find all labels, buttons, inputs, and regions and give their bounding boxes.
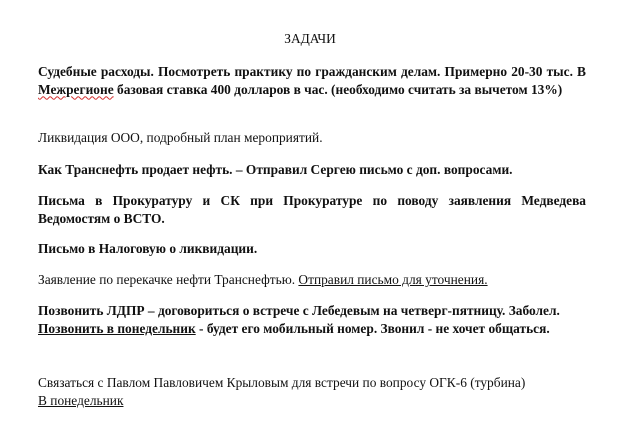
task-court-costs-text-1: Судебные расходы. Посмотреть практику по гражданским делам. Примерно 20-30 тыс. В bbox=[38, 64, 586, 79]
task-liquidation-plan: Ликвидация ООО, подробный план мероприятий. bbox=[38, 130, 323, 145]
mezhregion-word: Межрегионе bbox=[38, 81, 114, 97]
task-prosecutor-letters: Письма в Прокуратуру и СК при Прокуратуре по поводу заявления Медведева Ведомостям о ВСТО. bbox=[38, 193, 586, 226]
task-pumping-statement bbox=[38, 271, 586, 289]
task-ldpr-followup bbox=[38, 320, 586, 338]
task-pumping-text: Заявление по перекачке нефти Транснефтью. bbox=[38, 272, 299, 287]
task-pumping-note: Отправил письмо для уточнения. bbox=[298, 272, 488, 287]
task-krylov-date: В понедельник bbox=[38, 392, 124, 408]
task-krylov-meeting bbox=[38, 374, 586, 409]
task-ldpr-text: Позвонить ЛДПР – договориться о встрече с Лебедевым на четверг-пятницу. Заболел. bbox=[38, 303, 560, 318]
task-krylov-text: Связаться с Павлом Павловичем Крыловым для встречи по вопросу ОГК-6 (турбина) bbox=[38, 375, 526, 390]
document-title: ЗАДАЧИ bbox=[284, 31, 336, 46]
task-ldpr-call bbox=[38, 302, 586, 337]
task-court-costs-text-2: базовая ставка 400 долларов в час. (необходимо считать за вычетом 13%) bbox=[113, 81, 563, 97]
call-monday-link: Позвонить в понедельник bbox=[38, 320, 196, 336]
task-court-costs bbox=[38, 63, 586, 98]
task-transneft-oil: Как Транснефть продает нефть. – Отправил Сергею письмо с доп. вопросами. bbox=[38, 162, 513, 177]
task-tax-letter: Письмо в Налоговую о ликвидации. bbox=[38, 241, 258, 256]
task-ldpr-rest: - будет его мобильный номер. Звонил - не хочет общаться. bbox=[195, 320, 550, 336]
